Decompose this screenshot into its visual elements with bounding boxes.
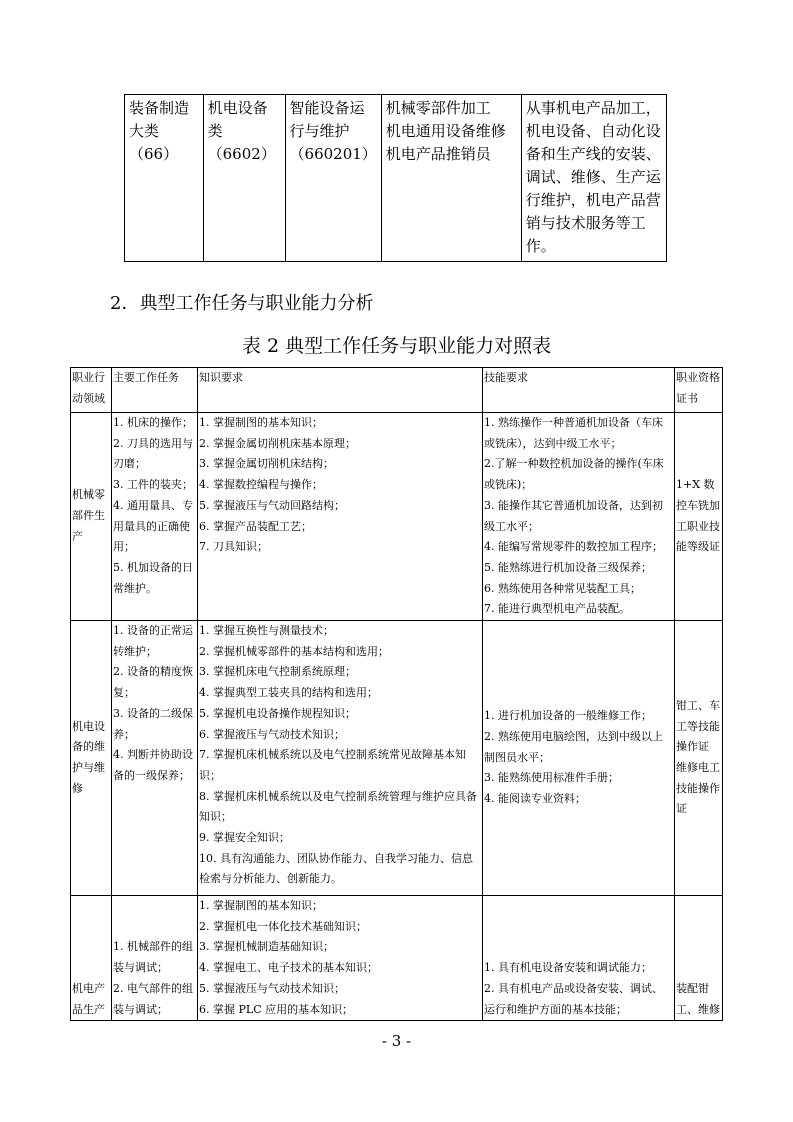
major-name-cell: 智能设备运行与维护（660201） [285,95,381,262]
skill-item: 1. 进行机加设备的一般维修工作； [484,709,652,723]
skill-item: 2. 熟练使用电脑绘图，达到中级以上制图员水平； [484,729,663,764]
job-description-cell: 从事机电产品加工，机电设备、自动化设备和生产线的安装、调试、维修、生产运行维护，机电产品营销与技术服务等工作。 [521,95,666,262]
knowledge-cell [198,621,483,896]
knowledge-item: 4. 掌握典型工装夹具的结构和选用； [199,686,378,700]
knowledge-item: 7. 刀具知识； [199,540,268,554]
occupation-cell: 机械零部件加工 机电通用设备维修 机电产品推销员 [381,95,521,262]
tasks-cell [112,621,198,896]
page-number: - 3 - [381,1032,412,1050]
knowledge-item: 2. 掌握机电一体化技术基础知识； [199,919,367,933]
certs-cell [675,413,723,621]
knowledge-item: 1. 掌握制图的基本知识； [199,416,323,429]
header-certs: 职业资格证书 [675,368,723,413]
certs-cell [675,621,723,896]
major-category-cell: 装备制造大类（66） [125,95,204,262]
cert-item: 钳工、车工等技能操作证 [676,698,720,754]
previous-table-continuation [124,94,667,262]
knowledge-item: 2. 掌握金属切削机床基本原理； [199,436,356,450]
knowledge-item: 6. 掌握产品装配工艺； [199,519,312,533]
field-cell: 机电设备的维护与维修 [71,621,112,896]
knowledge-item: 10. 具有沟通能力、团队协作能力、自我学习能力、信息检索与分析能力、创新能力。 [199,851,473,886]
header-tasks: 主要工作任务 [112,368,198,413]
knowledge-item: 7. 掌握机床机械系统以及电气控制系统常见故障基本知识； [199,748,466,782]
knowledge-cell [198,896,483,1021]
knowledge-item: 5. 掌握机电设备操作规程知识； [199,706,356,720]
skill-item: 4. 能编写常规零件的数控加工程序； [484,540,663,554]
task-item: 4. 判断并协助设备的一级保养； [113,748,193,782]
table-row [125,95,667,262]
task-item: 1. 机械部件的组装与调试； [113,940,193,975]
table-title: 表 2 典型工作任务与职业能力对照表 [241,335,552,357]
skill-item: 2. 具有机电产品或设备安装、调试、运行和维护方面的基本技能； [484,981,663,1016]
task-item: 5. 机加设备的日常维护。 [113,560,193,595]
knowledge-item: 1. 掌握互换性与测量技术； [199,624,334,638]
knowledge-item: 8. 掌握机床机械系统以及电气控制系统管理与维护应具备知识； [199,789,477,824]
cert-item: 1+X 数控车铣加工职业技能等级证 [676,478,720,554]
major-class-cell: 机电设备类（6602） [203,95,285,262]
skill-item: 6. 熟练使用各种常见装配工具； [484,581,641,595]
task-item: 3. 设备的二级保养； [113,706,193,741]
skill-item: 3. 能熟练使用标准件手册； [484,771,619,785]
skill-item: 4. 能阅读专业资料； [484,792,586,806]
task-item: 3. 工件的装夹； [113,478,193,492]
table-row [71,621,723,896]
task-item: 4. 通用量具、专用量具的正确使用； [113,498,193,554]
task-item: 2. 刀具的选用与刃磨； [113,436,193,471]
knowledge-item: 3. 掌握机床电气控制系统原理； [199,665,356,679]
tasks-cell [112,896,198,1021]
cert-item: 维修电工技能操作证 [676,761,720,816]
knowledge-item: 3. 掌握金属切削机床结构； [199,457,334,471]
knowledge-item: 9. 掌握安全知识； [199,831,290,845]
knowledge-item: 3. 掌握机械制造基础知识； [199,940,334,954]
skill-item: 3. 能操作其它普通机加设备，达到初级工水平； [484,498,663,533]
tasks-cell [112,413,198,621]
skill-item: 1. 熟练操作一种普通机加设备（车床或铣床），达到中级工水平； [484,416,663,450]
knowledge-item: 6. 掌握液压与气动技术知识； [199,727,345,741]
header-knowledge: 知识要求 [198,368,483,413]
skill-item: 5. 能熟练进行机加设备三级保养； [484,560,652,574]
knowledge-item: 6. 掌握 PLC 应用的基本知识； [199,1002,354,1016]
table-header-row [71,368,723,413]
knowledge-item: 5. 掌握液压与气动回路结构； [199,498,345,512]
knowledge-cell [198,413,483,621]
table-row [71,896,723,1021]
header-field: 职业行动领域 [71,368,112,413]
certs-cell [675,896,723,1021]
knowledge-item: 5. 掌握液压与气动技术知识； [199,981,345,995]
task-item: 1. 设备的正常运转维护； [113,624,193,658]
task-item: 2. 电气部件的组装与调试； [113,981,193,1016]
knowledge-item: 1. 掌握制图的基本知识； [199,899,323,913]
field-cell: 机械零部件生产 [71,413,112,621]
knowledge-item: 4. 掌握电工、电子技术的基本知识； [199,961,378,975]
header-skills: 技能要求 [483,368,675,413]
knowledge-item: 2. 掌握机械零部件的基本结构和选用； [199,644,389,658]
skill-item: 1. 具有机电设备安装和调试能力； [484,961,652,975]
table-row [71,413,723,621]
skills-cell [483,896,675,1021]
skill-item: 2.了解一种数控机加设备的操作(车床或铣床)； [484,457,664,492]
skills-cell [483,413,675,621]
section-heading: 2．典型工作任务与职业能力分析 [110,293,374,314]
field-cell: 机电产品生产 [71,896,112,1021]
task-competency-table [70,367,723,1021]
skill-item: 7. 能进行典型机电产品装配。 [484,602,630,616]
task-item: 1. 机床的操作； [113,416,193,429]
cert-item: 装配钳工、维修 [676,981,720,1016]
skills-cell [483,621,675,896]
knowledge-item: 4. 掌握数控编程与操作； [199,478,323,492]
task-item: 2. 设备的精度恢复； [113,665,193,700]
